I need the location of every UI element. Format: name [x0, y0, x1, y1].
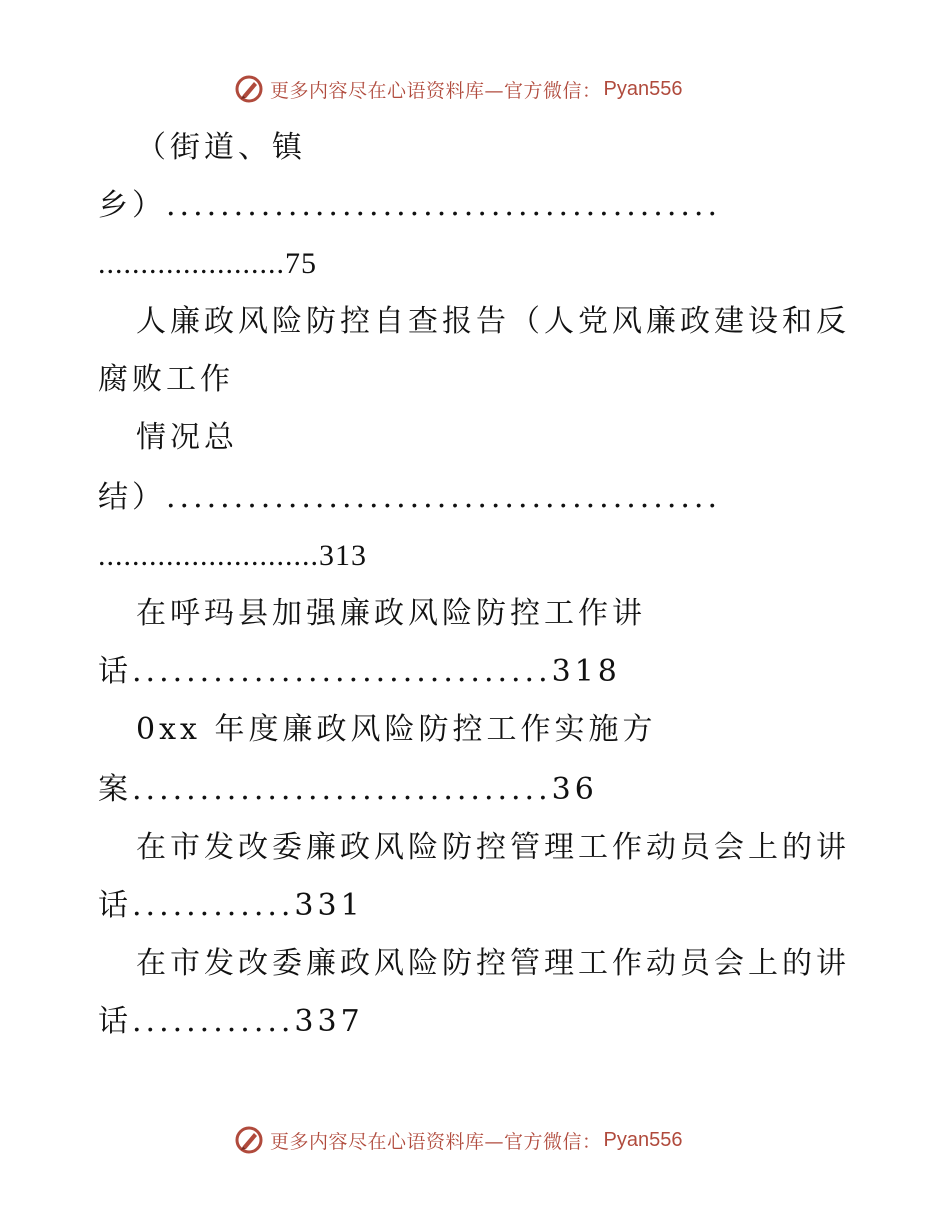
watermark-text: 更多内容尽在心语资料库—官方微信： [270, 79, 602, 102]
toc-line: 人廉政风险防控自查报告（人党风廉政建设和反 [136, 304, 850, 339]
watermark-footer [234, 1122, 682, 1158]
pen-logo-icon [234, 74, 264, 104]
toc-line: （街道、镇 [136, 130, 306, 165]
toc-line: 在呼玛县加强廉政风险防控工作讲 [136, 596, 646, 631]
toc-line: 结）......................................... [98, 480, 721, 515]
toc-line: 在市发改委廉政风险防控管理工作动员会上的讲 [136, 946, 850, 981]
watermark-header [234, 71, 682, 107]
toc-line: 案...............................36 [98, 772, 598, 807]
toc-line: 腐败工作 [98, 362, 234, 397]
toc-line: 0xx 年度廉政风险防控工作实施方 [136, 712, 657, 747]
toc-line: 乡）......................................... [98, 188, 721, 223]
toc-line: 情况总 [136, 420, 238, 455]
watermark-text: 更多内容尽在心语资料库—官方微信： [270, 1130, 602, 1153]
toc-line: ..........................313 [98, 539, 367, 572]
toc-line: 话...............................318 [98, 654, 621, 689]
toc-line: 话............337 [98, 1004, 364, 1039]
toc-line: 话............331 [98, 888, 364, 923]
watermark-code: Pyan556 [603, 77, 683, 100]
toc-line: 在市发改委廉政风险防控管理工作动员会上的讲 [136, 830, 850, 865]
pen-logo-icon [234, 1125, 264, 1155]
watermark-code: Pyan556 [603, 1128, 683, 1151]
toc-line: ......................75 [98, 247, 317, 280]
